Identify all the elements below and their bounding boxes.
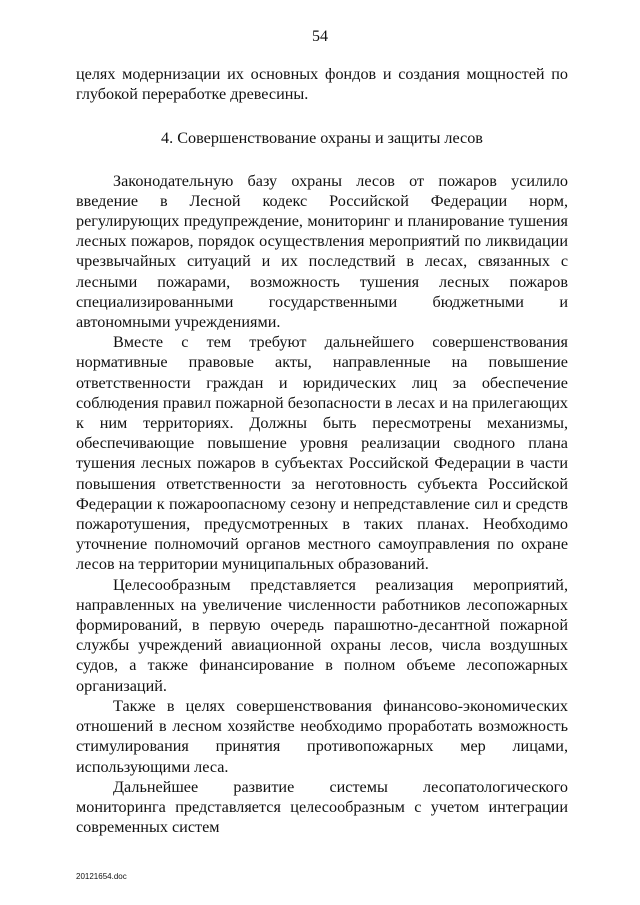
- paragraph-pathology-monitoring: Дальнейшее развитие системы лесопатологического мониторинга представляется целесообразным с учетом интеграции современных систем: [76, 777, 568, 837]
- document-body: [76, 64, 568, 837]
- section-heading: 4. Совершенствование охраны и защиты лесов: [161, 129, 483, 148]
- paragraph-fire-units: Целесообразным представляется реализация мероприятий, направленных на увеличение численности работников лесопожарных формирований, в первую очередь парашютно-десантной пожарной службы учреждений авиационной охраны лесов, числа воздушных судов, а также финансирование в полном объеме лесопожарных организаций.: [76, 575, 568, 695]
- intro-paragraph: целях модернизации их основных фондов и создания мощностей по глубокой переработке древесины.: [76, 65, 568, 104]
- paragraph-fire-legislation: Законодательную базу охраны лесов от пожаров усилило введение в Лесной кодекс Российской Федерации норм, регулирующих предупреждение, мониторинг и планирование тушения лесных пожаров, порядок осуществления мероприятий по ликвидации чрезвычайных ситуаций и их последствий в лесах, связанных с лесными пожарами, возможность тушения лесных пожаров специализированными государственными бюджетными и автономными учреждениями.: [76, 171, 568, 332]
- page-number: 54: [312, 28, 328, 45]
- paragraph-normative-acts: Вместе с тем требуют дальнейшего совершенствования нормативные правовые акты, направленные на повышение ответственности граждан и юридических лиц за обеспечение соблюдения правил пожарной безопасности в лесах и на прилегающих к ним территориях. Должны быть пересмотрены механизмы, обеспечивающие повышение уровня реализации сводного плана тушения лесных пожаров в субъектах Российской Федерации в части повышения ответственности за неготовность субъекта Российской Федерации к пожароопасному сезону и непредставление сил и средств пожаротушения, предусмотренных в таких планах. Необходимо уточнение полномочий органов местного самоуправления по охране лесов на территории муниципальных образований.: [76, 333, 568, 574]
- footer-filename: 20121654.doc: [76, 872, 127, 881]
- paragraph-financial-relations: Также в целях совершенствования финансово-экономических отношений в лесном хозяйстве необходимо проработать возможность стимулирования принятия противопожарных мер лицами, использующими леса.: [76, 696, 568, 776]
